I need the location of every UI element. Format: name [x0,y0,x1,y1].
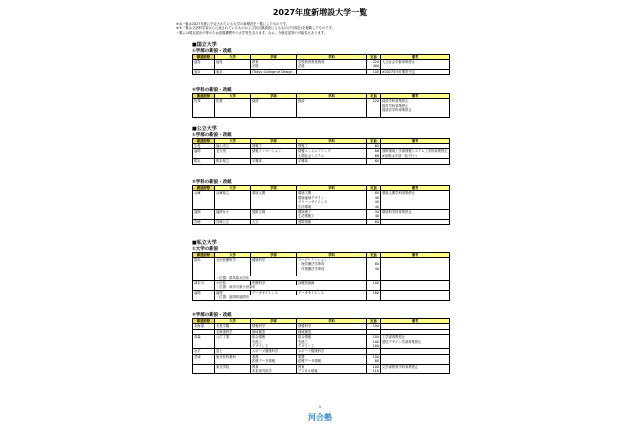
document-title: 2027年度新増設大学一覧 [272,8,368,17]
table-cell: 福岡 [193,210,215,215]
column-header: 学科 [297,186,367,191]
table-cell: 東北医科薬科 [215,354,251,359]
table-cell: デジタル情報 [297,369,367,374]
table-cell: 文学部教育学科募集停止 [381,364,450,369]
table-cell: 100 [367,354,381,359]
table-cell: 環境科学科募集停止 [381,210,450,215]
column-header: 都道府県 [193,54,215,59]
table-cell: 福岡 [193,149,215,154]
location-note: ・位置：神奈川県小田原市 [215,285,367,290]
table-cell: 北九州 [215,149,251,154]
column-header: 定員 [367,186,381,191]
table-cell: 福岡 [215,290,251,295]
column-header: 学部 [251,252,297,257]
table-cell: 40 [367,200,381,204]
table-cell: 教育 [297,364,367,369]
column-header: 学部 [251,54,297,59]
table-cell: スポーツ健康科学 [297,349,367,354]
table-cell: 環境人間 [251,191,297,196]
table-cell: 経営学科募集停止 [381,104,450,108]
table-cell: 100 [367,69,381,74]
table-cell: 国際環境工学部情報システム工学科募集停止 [382,149,448,154]
column-header: 学部 [251,138,297,143]
column-header: 備考 [381,94,450,99]
section [192,241,449,301]
column-header: 定員 [367,138,381,143]
column-header: 備考 [381,54,450,59]
table-cell [381,219,450,224]
table-cell: 福島 [193,59,215,64]
table-cell: 40 [367,214,381,219]
table-cell [251,113,297,118]
table-cell [193,113,215,118]
subsection-heading: ①学部の新設・改組 [192,132,232,138]
table-cell: 半導体 [297,159,367,164]
table-cell: 福岡 [193,290,215,295]
table-cell: 地域創造 [297,329,367,334]
university-table [192,54,450,76]
column-header: 学科 [297,319,367,324]
table-cell: 東京 [193,69,215,74]
column-header: 都道府県 [193,252,215,257]
university-table [192,185,450,225]
table-cell [215,113,251,118]
table-cell: 先進工 [297,340,367,344]
table-cell: 100 [367,340,381,344]
kawaijuku-logo: 河合塾 [308,413,332,422]
table-row [193,369,450,374]
column-header: 大学 [215,186,251,191]
table-cell: 環境人間学科募集停止 [381,191,450,196]
table-cell: 群馬 [193,257,215,262]
table-cell: 岩手 [193,349,215,354]
table-cell: 東京 [215,69,251,74]
table-cell: 診療放射線 [297,280,367,285]
table-cell: 健康科学 [251,257,297,262]
column-header: 都道府県 [193,94,215,99]
table-cell: 熊本県立 [215,159,251,164]
table-cell [193,369,215,374]
table-cell: 国際文理 [251,210,297,215]
location-note: ・位置：福岡県福岡市 [215,295,367,300]
table-cell: 佐賀 [193,99,215,104]
table-cell: 情報科学 [251,324,297,329]
column-header: 備考 [381,138,450,143]
table-cell: 60 [367,159,381,164]
table-cell: 60 [367,143,381,148]
table-cell: 医療データ情報 [297,359,367,364]
table-cell: 30 [367,210,381,215]
column-header: 定員 [367,94,381,99]
column-header: 大学 [215,54,251,59]
table-cell: 先進工 [251,340,297,344]
table-cell: 100 [367,335,381,340]
table-cell: 生活環境 [297,205,367,210]
table-cell: 国際情報 [297,219,367,224]
table-cell: 福島 [215,59,251,64]
table-row [193,113,450,118]
table-cell: 68 [367,154,381,159]
table-cell: 生活情報工 [297,214,367,219]
table-cell: 160 [367,290,381,295]
table-cell: 北海道 [193,324,215,329]
table-cell: 法経 [251,64,297,69]
column-header: 定員 [367,252,381,257]
table-cell: 兵庫 [193,191,215,196]
table-cell: 看護 [251,354,297,359]
table-cell: 広島 [193,143,215,148]
subsection-heading: ①学部の新設・改組 [192,48,232,54]
note-line: ※本一覧は2027年度に予定されている大学の新増設を一覧にしたものです。 [176,22,290,26]
table-cell: 100 [367,364,381,369]
column-header: 定員 [367,54,381,59]
table-cell: 経済 [297,99,367,104]
table-cell: 北海道科学 [215,329,251,334]
table-cell: 経済学科募集停止 [381,99,450,104]
university-table [192,318,450,374]
table-cell: 60 [367,219,381,224]
table-cell: 小田原 [215,280,251,285]
table-cell: リハビリテーション [297,257,367,262]
university-table [192,93,450,118]
column-header: 学科 [297,94,367,99]
table-cell: データサイエンス [251,290,297,295]
section-heading: ■私立大学 [192,240,217,246]
column-header: 大学 [215,94,251,99]
table-cell: 看護 [297,354,367,359]
section [192,88,449,118]
notes [176,22,335,35]
table-cell: 宮崎 [193,219,215,224]
column-header: 学科 [297,138,367,143]
university-table [192,138,450,165]
location-note: ・位置：群馬県太田市 [215,276,367,281]
note-line: 一覧には現在届出中等のため設置構想中の大学等を含みます。なお、今後変更等の可能性もあります。 [176,30,328,35]
university-table [192,252,450,301]
column-header: 大学 [215,138,251,143]
table-cell: 情報エンジニアリング [297,149,367,154]
table-cell: 熊本 [193,159,215,164]
section-heading: ■公立大学 [192,126,217,132]
table-row [193,159,450,164]
table-cell: 医療データ情報 [251,359,297,364]
table-cell [367,113,381,118]
table-cell: 東北学院 [215,364,251,369]
table-cell: 40 [367,196,381,200]
table-cell: 佐賀 [215,99,251,104]
column-header: 都道府県 [193,319,215,324]
table-cell: データサイエンス [297,290,367,295]
table-cell: 教育 [251,364,297,369]
table-cell: ※2027年9月開設予定 [381,69,450,74]
subsection-heading: ①大学の新設 [192,246,219,252]
table-cell: 福岡女子 [215,210,251,215]
table-cell: 人間社会システム [297,154,367,159]
table-cell: 環境地域デザイン [297,196,367,200]
table-cell: 地域創造 [251,329,297,334]
table-cell: デザイン工 [297,344,367,349]
subsection-heading: ②学科の新設・改組 [192,88,232,93]
column-header: 都道府県 [193,138,215,143]
table-cell: スポーツ健康科学 [251,349,297,354]
table-cell [297,113,367,118]
table-cell [381,369,450,374]
table-cell: 220 [367,99,381,104]
column-header: 備考 [381,319,450,324]
table-cell: 68 [367,149,381,154]
table-cell: 経済法学科募集停止 [381,108,450,112]
table-cell: 太田医療科学 [215,257,251,262]
table-row [193,219,450,224]
table-cell: 感性デザイン学部募集停止 [381,340,450,344]
table-cell: グリーンサイエンス [297,200,367,204]
column-header: 学科 [297,54,367,59]
table-cell: 情報工 [251,143,297,148]
table-cell: 100 [367,324,381,329]
table-cell: 40 [367,205,381,210]
table-cell: 80 [367,191,381,196]
table-cell: 環境人間 [297,191,367,196]
table-cell: ※募集は学部一括で行う [381,154,450,159]
column-header: 大学 [215,319,251,324]
table-cell: (Tokyo College of Design [251,69,297,74]
table-cell: 40 [367,267,381,271]
table-cell: 半導体 [251,159,297,164]
table-cell: 学校教育教員養成 [297,59,367,64]
column-header: 学部 [251,94,297,99]
section [192,180,449,225]
table-cell: 環境理工 [297,210,367,215]
table-cell: 情報工 [297,143,367,148]
table-cell: 80 [367,262,381,266]
table-row [193,295,450,300]
table-cell: 110 [367,369,381,374]
table-cell [215,369,251,374]
page-number: 1 [318,405,322,409]
table-cell: 総合情報 [297,335,367,340]
column-header: 備考 [381,186,450,191]
table-cell [297,69,367,74]
table-cell: 医療科学 [251,280,297,285]
table-cell: 人文 [251,219,297,224]
table-cell: 福山市立 [215,143,251,148]
table-row [193,69,450,74]
section [192,43,449,75]
table-cell: 80 [367,359,381,364]
section-heading: ■国立大学 [192,42,217,48]
column-header: 学科 [297,252,367,257]
section [192,313,449,374]
table-cell: 神奈川 [193,280,215,285]
table-cell: 教育 [251,59,297,64]
column-header: 学部 [251,319,297,324]
column-header: 定員 [367,319,381,324]
table-cell: デザイン工 [251,344,297,349]
table-cell: 兵庫県立 [215,191,251,196]
table-cell: 北星学園 [215,324,251,329]
column-header: 学部 [251,186,297,191]
table-cell: 人文社会学群募集停止 [381,59,450,64]
table-cell: 宮城 [193,354,215,359]
table-cell: 八戸工業 [215,335,251,340]
table-cell: 工学部募集停止 [381,335,450,340]
table-cell: 情報科学 [297,324,367,329]
table-cell: 法経 [297,64,367,69]
table-cell: 総合情報 [251,335,297,340]
subsection-heading: ②学部の新設・改組 [192,313,232,318]
table-cell: 作業療法学専攻 [297,267,367,271]
section [192,127,449,165]
note-line: ※本一覧は文部科学省から公表されているものおよび河合塾調査によるもの(7月現在)を掲載したものです。 [176,26,335,31]
table-cell: 富士 [215,349,251,354]
table-cell: 未来探究科学 [251,369,297,374]
column-header: 備考 [381,252,450,257]
table-cell: 経済 [251,99,297,104]
table-cell: 青森 [193,335,215,340]
table-cell: 理学療法学専攻 [297,262,367,266]
column-header: 大学 [215,252,251,257]
table-cell: 400 [367,64,381,69]
table-cell: 100 [367,280,381,285]
table-cell [381,113,450,118]
column-header: 都道府県 [193,186,215,191]
table-cell: 情報イノベーション [251,149,297,154]
table-cell: 220 [367,59,381,64]
table-cell: 宮崎公立 [215,219,251,224]
table-cell [381,159,450,164]
subsection-heading: ②学科の新設・改組 [192,180,232,185]
table-cell: 100 [367,344,381,349]
